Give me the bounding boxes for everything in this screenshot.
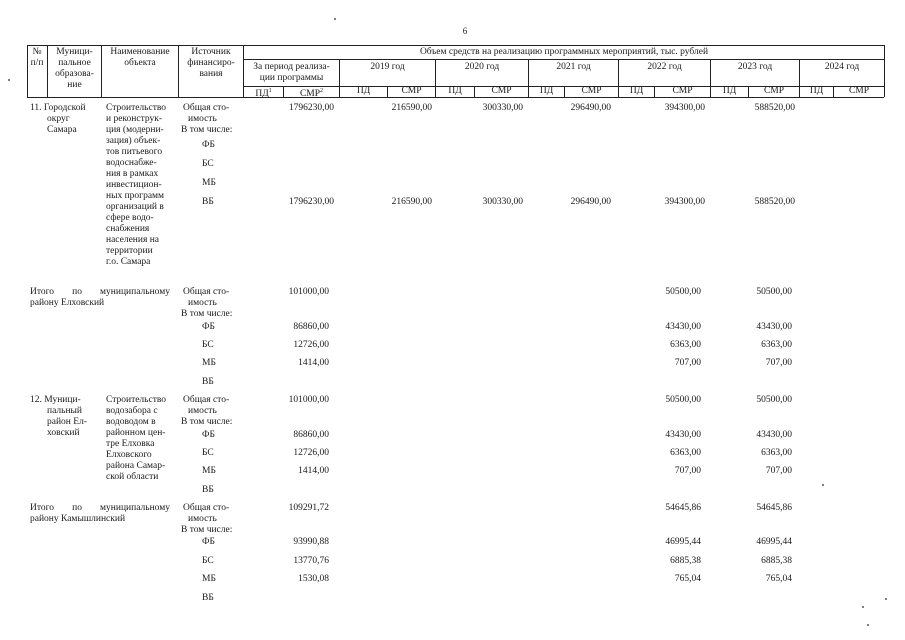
header-pd: ПД [629, 86, 644, 96]
src-line: имость [188, 298, 217, 308]
row-mun: округ [47, 114, 70, 124]
scan-speck [8, 79, 10, 81]
value-total: 13770,76 [293, 556, 329, 566]
src-line: В том числе: [181, 309, 233, 319]
obj-line: водоснабже- [106, 158, 157, 168]
src-code: БС [202, 556, 214, 566]
src-line: Общая сто- [183, 395, 230, 405]
header-year-2024: 2024 год [824, 62, 860, 72]
src-line: имость [188, 514, 217, 524]
header-src-3: вания [199, 69, 223, 79]
header-pd: ПД [356, 86, 371, 96]
value-2020: 300330,00 [482, 103, 523, 113]
src-code: ФБ [202, 322, 215, 332]
header-smr: СМР$^2$ [299, 88, 324, 100]
page-number: 6 [462, 26, 468, 36]
obj-line: района Самар- [106, 461, 166, 471]
value-2023: 588520,00 [754, 103, 795, 113]
header-src-2: финансиро- [187, 58, 235, 68]
obj-line: водозабора с [106, 406, 158, 416]
obj-line: территории [106, 246, 153, 256]
obj-line: тре Елховка [106, 439, 155, 449]
value-2022: 46995,44 [665, 537, 701, 547]
header-smr: СМР [401, 86, 422, 96]
header-year-2023: 2023 год [737, 62, 773, 72]
value-total: 1796230,00 [288, 103, 334, 113]
header-mun-3: образова- [55, 69, 94, 79]
obj-line: зация) объек- [106, 136, 161, 146]
src-line: имость [188, 114, 217, 124]
src-line: В том числе: [181, 125, 233, 135]
value-2022: 50500,00 [665, 287, 701, 297]
obj-line: ция (модерни- [106, 125, 164, 135]
header-pd: ПД [539, 86, 554, 96]
src-code: БС [202, 340, 214, 350]
value-total: 86860,00 [293, 430, 329, 440]
value-2023: 50500,00 [756, 287, 792, 297]
src-line: Общая сто- [183, 287, 230, 297]
value-2023: 588520,00 [754, 197, 795, 207]
header-year-2021: 2021 год [556, 62, 591, 72]
value-2022: 43430,00 [665, 322, 701, 332]
value-2022: 54645,86 [665, 503, 701, 513]
header-smr: СМР [491, 86, 512, 96]
value-2022: 6363,00 [670, 448, 701, 458]
src-code: ВБ [202, 377, 214, 387]
value-2022: 50500,00 [665, 395, 701, 405]
header-smr: СМР [848, 86, 870, 96]
value-2020: 300330,00 [482, 197, 523, 207]
obj-line: Строительство [106, 395, 167, 405]
obj-line: и реконструк- [106, 114, 163, 124]
header-year-2019: 2019 год [370, 62, 405, 72]
src-code: БС [202, 159, 214, 169]
value-2023: 6885,38 [761, 556, 792, 566]
value-total: 86860,00 [293, 322, 329, 332]
value-total: 109291,72 [288, 503, 329, 513]
src-code: БС [202, 448, 214, 458]
obj-line: инвестицион- [106, 180, 162, 190]
header-num-2: п/п [30, 58, 44, 68]
value-2019: 216590,00 [391, 103, 432, 113]
obj-line: районном цен- [106, 428, 166, 438]
value-2022: 707,00 [674, 358, 701, 368]
value-2023: 50500,00 [756, 395, 792, 405]
row-mun: район Ел- [47, 417, 87, 427]
value-2023: 43430,00 [756, 430, 792, 440]
header-smr: СМР [672, 86, 693, 96]
obj-line: ных программ [106, 191, 165, 201]
obj-line: ской области [106, 472, 159, 482]
scan-speck [334, 18, 336, 20]
header-smr: СМР [763, 86, 785, 96]
scan-speck [862, 606, 864, 608]
value-total: 1796230,00 [288, 197, 334, 207]
src-line: В том числе: [181, 417, 233, 427]
header-mun-1: Муници- [56, 47, 93, 57]
obj-line: водоводом в [106, 417, 156, 427]
scan-speck [885, 598, 887, 600]
scan-speck [822, 484, 824, 486]
value-2023: 707,00 [765, 358, 792, 368]
header-obj-1: Наименование [110, 47, 170, 57]
header-volume: Объем средств на реализацию программных мероприятий, тыс. рублей [419, 47, 709, 57]
scan-speck [867, 624, 869, 626]
value-2022: 6885,38 [670, 556, 701, 566]
obj-line: населения на [106, 235, 160, 245]
value-2022: 707,00 [674, 466, 701, 476]
itogo-label: Итого по муниципальному [30, 287, 170, 297]
value-total: 1530,08 [298, 574, 329, 584]
value-2023: 54645,86 [756, 503, 792, 513]
value-total: 101000,00 [288, 395, 329, 405]
src-code: ВБ [202, 485, 214, 495]
src-line: Общая сто- [183, 503, 230, 513]
value-2022: 43430,00 [665, 430, 701, 440]
header-mun-2: пальное [58, 58, 91, 68]
obj-line: Елховского [106, 450, 152, 460]
src-line: имость [188, 406, 217, 416]
value-total: 12726,00 [293, 340, 329, 350]
header-pd: ПД [722, 86, 737, 96]
obj-line: Строительство [106, 103, 167, 113]
src-line: В том числе: [181, 525, 233, 535]
src-code: ФБ [202, 537, 215, 547]
value-2023: 6363,00 [761, 340, 792, 350]
value-2022: 394300,00 [664, 103, 705, 113]
header-num-1: № [32, 47, 42, 57]
itogo-label: району Елховский [30, 298, 105, 308]
src-code: ВБ [202, 197, 214, 207]
obj-line: г.о. Самара [106, 257, 151, 267]
itogo-label: району Камышлинский [30, 514, 126, 524]
row-mun: ховский [47, 428, 80, 438]
value-2023: 6363,00 [761, 448, 792, 458]
header-mun-4: ние [67, 80, 82, 90]
itogo-label: Итого по муниципальному [30, 503, 170, 513]
value-total: 101000,00 [288, 287, 329, 297]
value-total: 12726,00 [293, 448, 329, 458]
header-period-2: ции программы [259, 73, 324, 83]
src-code: МБ [202, 178, 216, 188]
row-label: 11. Городской [30, 103, 86, 113]
header-year-2022: 2022 год [647, 62, 682, 72]
value-2023: 46995,44 [756, 537, 792, 547]
row-label: 12. Муници- [30, 395, 81, 405]
header-obj-2: объекта [124, 58, 156, 68]
value-2022: 394300,00 [664, 197, 705, 207]
value-2021: 296490,00 [570, 103, 611, 113]
header-smr: СМР [581, 86, 602, 96]
value-2023: 765,04 [765, 574, 792, 584]
obj-line: сфере водо- [106, 213, 154, 223]
value-total: 1414,00 [298, 466, 329, 476]
value-2021: 296490,00 [570, 197, 611, 207]
obj-line: организаций в [106, 202, 164, 212]
src-code: ВБ [202, 593, 214, 603]
src-code: МБ [202, 466, 216, 476]
row-mun: Самара [47, 125, 77, 135]
src-code: МБ [202, 574, 216, 584]
header-pd: ПД [448, 86, 462, 96]
row-mun: пальный [47, 406, 83, 416]
header-pd: $ПД^1$ [255, 88, 272, 100]
value-2022: 6363,00 [670, 340, 701, 350]
header-src-1: Источник [191, 47, 231, 57]
src-code: ФБ [202, 140, 215, 150]
value-2019: 216590,00 [391, 197, 432, 207]
value-2022: 765,04 [674, 574, 701, 584]
value-2023: 43430,00 [756, 322, 792, 332]
src-line: Общая сто- [183, 103, 230, 113]
obj-line: ния в рамках [106, 169, 159, 179]
value-2023: 707,00 [765, 466, 792, 476]
header-period-1: За период реализа- [253, 62, 330, 72]
src-code: МБ [202, 358, 216, 368]
obj-line: снабжения [106, 224, 150, 234]
value-total: 1414,00 [298, 358, 329, 368]
obj-line: тов питьевого [106, 147, 163, 157]
header-pd: ПД [809, 86, 824, 96]
src-code: ФБ [202, 430, 215, 440]
value-total: 93990,88 [293, 537, 329, 547]
header-year-2020: 2020 год [464, 62, 500, 72]
